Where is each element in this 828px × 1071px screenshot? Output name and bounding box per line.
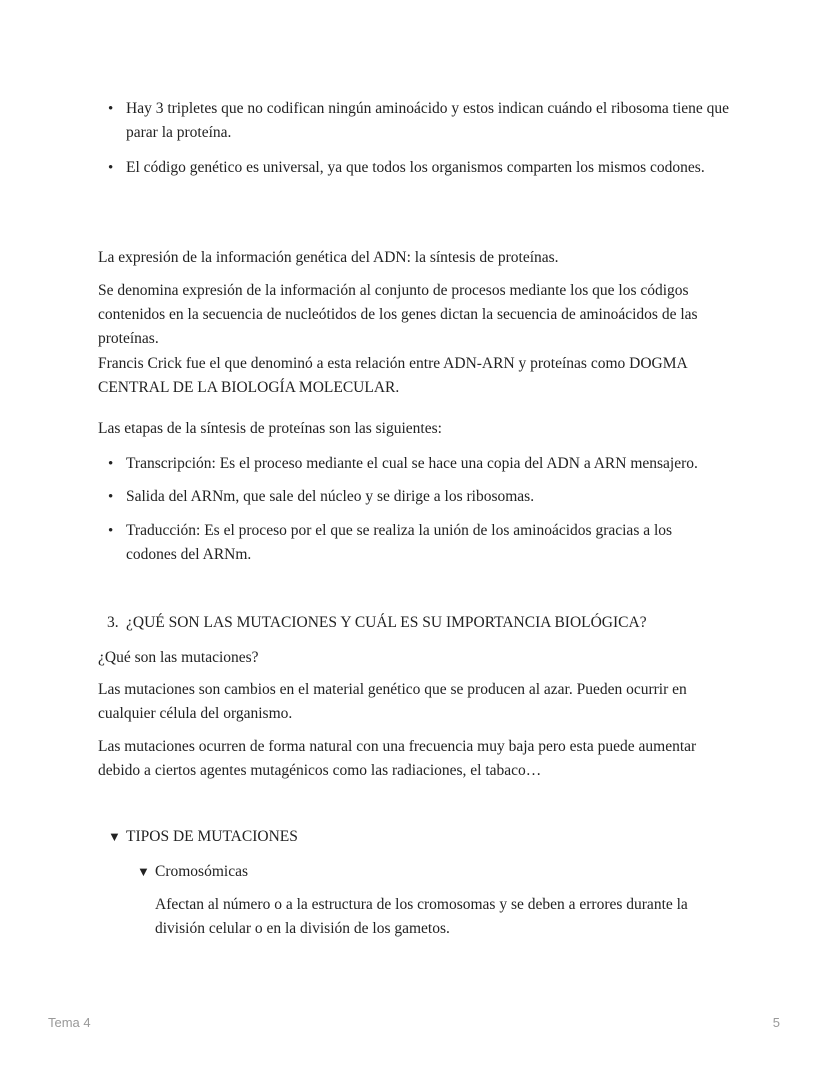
paragraph: Las mutaciones ocurren de forma natural con una frecuencia muy baja pero esta puede aumentar debido a ciertos agentes mutagénicos como las radiaciones, el tabaco…	[98, 738, 697, 779]
question: ¿Qué son las mutaciones?	[98, 649, 259, 666]
toggle-tipos-mutaciones[interactable]	[108, 825, 736, 849]
paragraph: Las mutaciones son cambios en el material genético que se producen al azar. Pueden ocurrir en cualquier célula del organismo.	[98, 681, 687, 722]
paragraph: Francis Crick fue el que denominó a esta relación entre ADN-ARN y proteínas como DOGMA CENTRAL DE LA BIOLOGÍA MOLECULAR.	[98, 355, 687, 396]
bullet-item	[108, 97, 736, 145]
section-heading	[107, 611, 766, 635]
toggle-triangle-icon[interactable]: ▼	[108, 829, 121, 844]
toggle-content: Afectan al número o a la estructura de los cromosomas y se deben a errores durante la división celular o en la división de los gametos.	[155, 896, 688, 937]
stage-item	[108, 485, 736, 509]
section-number: 3.	[107, 614, 119, 631]
toggle-label: TIPOS DE MUTACIONES	[126, 828, 298, 845]
footer-title: Tema 4	[48, 1015, 91, 1030]
toggle-label: Cromosómicas	[155, 863, 248, 880]
stage-text: Transcripción: Es el proceso mediante el cual se hace una copia del ADN a ARN mensajero.	[126, 455, 698, 472]
stage-text: Traducción: Es el proceso por el que se realiza la unión de los aminoácidos gracias a los codones del ARNm.	[126, 522, 673, 563]
paragraph: Las etapas de la síntesis de proteínas son las siguientes:	[98, 420, 442, 437]
bullet-icon: •	[108, 160, 114, 176]
bullet-text: Hay 3 tripletes que no codifican ningún aminoácido y estos indican cuándo el ribosoma tiene que parar la proteína.	[126, 100, 730, 141]
stage-item	[108, 519, 716, 567]
bullet-icon: •	[108, 489, 114, 505]
paragraph: La expresión de la información genética del ADN: la síntesis de proteínas.	[98, 249, 559, 266]
toggle-cromosomicas[interactable]	[137, 860, 765, 884]
bullet-text: El código genético es universal, ya que todos los organismos comparten los mismos codones.	[126, 159, 705, 176]
stage-text: Salida del ARNm, que sale del núcleo y se dirige a los ribosomas.	[126, 488, 535, 505]
paragraph: Se denomina expresión de la información al conjunto de procesos mediante los que los códigos contenidos en la secuencia de nucleótidos de los genes dictan la secuencia de aminoácidos de las proteínas.	[98, 282, 698, 347]
section-heading-text: ¿QUÉ SON LAS MUTACIONES Y CUÁL ES SU IMPORTANCIA BIOLÓGICA?	[126, 614, 647, 631]
bullet-item	[108, 156, 736, 180]
bullet-icon: •	[108, 101, 114, 117]
bullet-icon: •	[108, 456, 114, 472]
page-number: 5	[772, 1015, 780, 1030]
toggle-triangle-icon[interactable]: ▼	[137, 864, 150, 879]
bullet-icon: •	[108, 523, 114, 539]
stage-item	[108, 452, 741, 476]
